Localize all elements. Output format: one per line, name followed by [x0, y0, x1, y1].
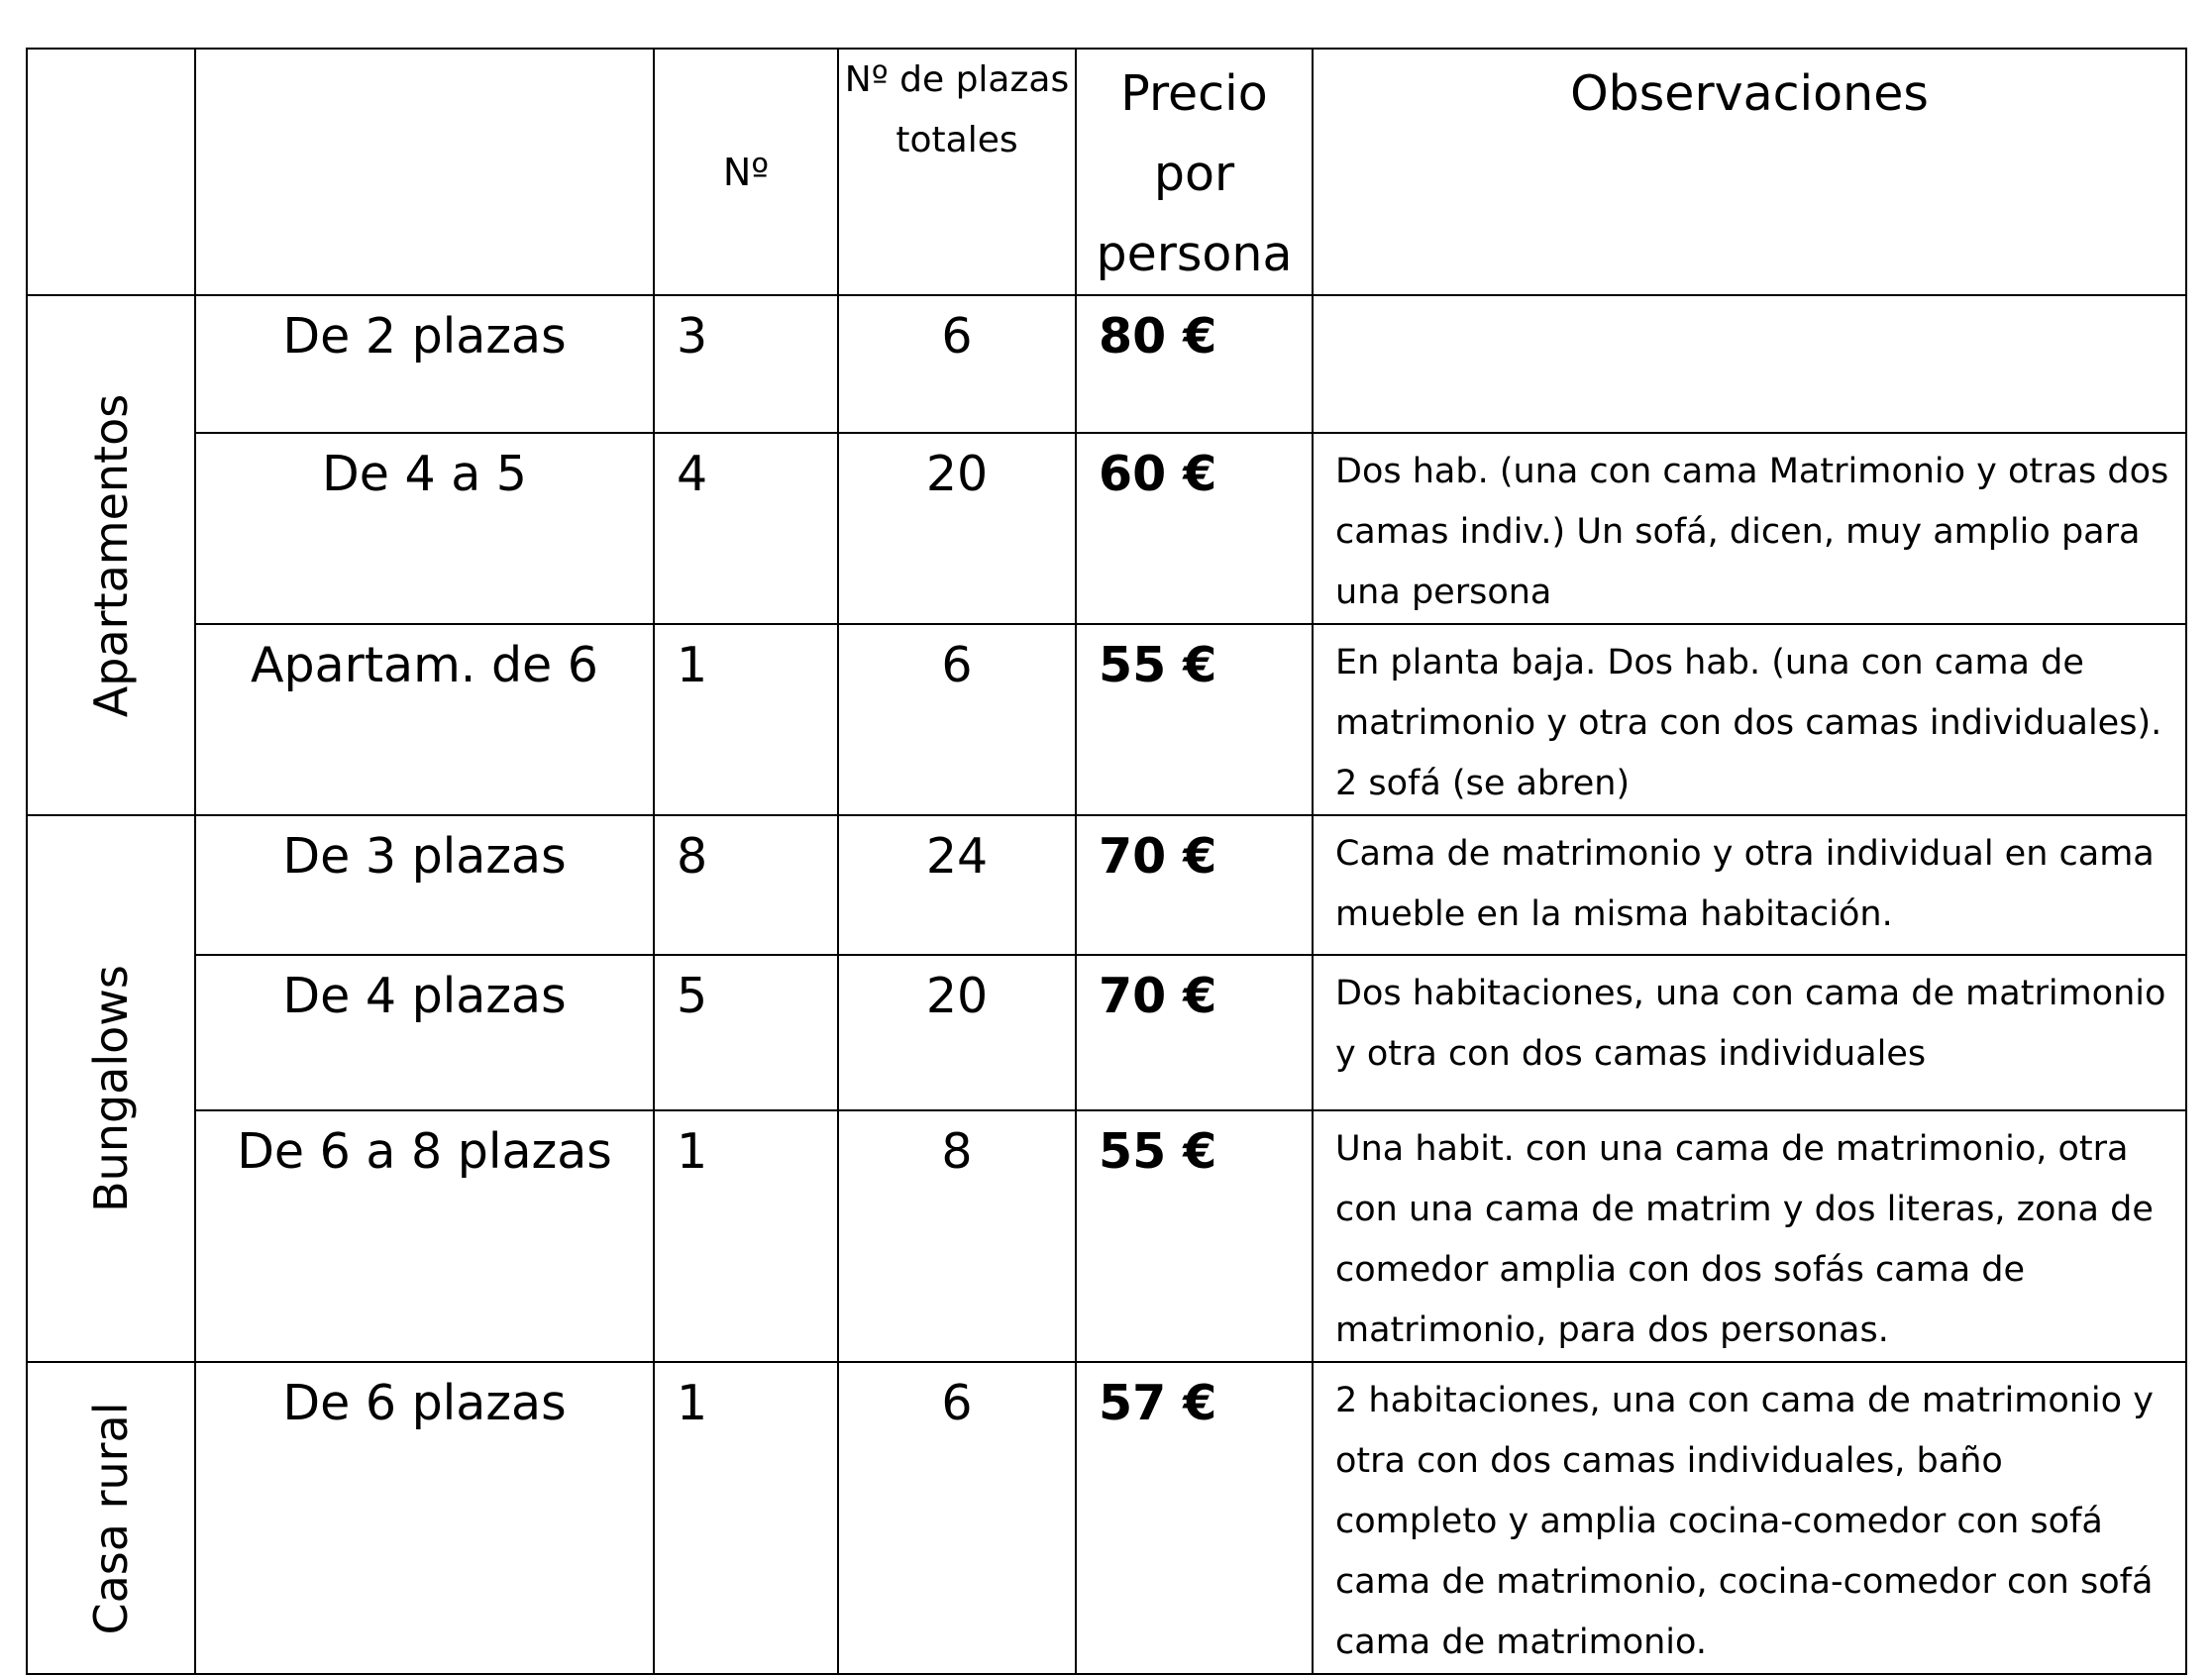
price-per-person: 55 € — [1076, 624, 1313, 815]
header-empty-type — [195, 49, 654, 295]
observations: Dos hab. (una con cama Matrimonio y otras dos camas indiv.) Un sofá, dicen, muy amplio para una persona — [1313, 433, 2186, 624]
accommodation-table — [26, 48, 2187, 1675]
table-row — [27, 815, 2186, 955]
price-per-person: 70 € — [1076, 955, 1313, 1110]
unit-count: 4 — [654, 433, 838, 624]
group-cell-casa-rural — [27, 1362, 195, 1674]
header-count: Nº — [654, 49, 838, 295]
price-per-person: 80 € — [1076, 295, 1313, 433]
table-row — [27, 1110, 2186, 1362]
header-total-places: Nº de plazas totales — [838, 49, 1076, 295]
observations: Cama de matrimonio y otra individual en cama mueble en la misma habitación. — [1313, 815, 2186, 955]
table-row — [27, 433, 2186, 624]
total-places: 24 — [838, 815, 1076, 955]
observations: 2 habitaciones, una con cama de matrimonio y otra con dos camas individuales, baño completo y amplia cocina-comedor con sofá cama de matrimonio, cocina-comedor con sofá cama de matrimonio. — [1313, 1362, 2186, 1674]
header-price: Precio por persona — [1076, 49, 1313, 295]
table-row — [27, 624, 2186, 815]
accommodation-type: De 4 plazas — [195, 955, 654, 1110]
accommodation-type: De 6 a 8 plazas — [195, 1110, 654, 1362]
group-label: Casa rural — [84, 1401, 138, 1635]
observations: Dos habitaciones, una con cama de matrimonio y otra con dos camas individuales — [1313, 955, 2186, 1110]
total-places: 20 — [838, 955, 1076, 1110]
total-places: 6 — [838, 624, 1076, 815]
observations: Una habit. con una cama de matrimonio, otra con una cama de matrim y dos literas, zona de comedor amplia con dos sofás cama de matrimonio, para dos personas. — [1313, 1110, 2186, 1362]
accommodation-type: Apartam. de 6 — [195, 624, 654, 815]
total-places: 20 — [838, 433, 1076, 624]
table-row — [27, 295, 2186, 433]
unit-count: 3 — [654, 295, 838, 433]
header-observations: Observaciones — [1313, 49, 2186, 295]
accommodation-type: De 3 plazas — [195, 815, 654, 955]
price-per-person: 55 € — [1076, 1110, 1313, 1362]
total-places: 6 — [838, 1362, 1076, 1674]
accommodation-type: De 2 plazas — [195, 295, 654, 433]
header-empty-group — [27, 49, 195, 295]
accommodation-table-wrapper — [26, 48, 2185, 1662]
observations — [1313, 295, 2186, 433]
observations: En planta baja. Dos hab. (una con cama de matrimonio y otra con dos camas individuales). 2 sofá (se abren) — [1313, 624, 2186, 815]
table-row — [27, 955, 2186, 1110]
price-per-person: 57 € — [1076, 1362, 1313, 1674]
total-places: 6 — [838, 295, 1076, 433]
header-row — [27, 49, 2186, 295]
accommodation-type: De 4 a 5 — [195, 433, 654, 624]
unit-count: 1 — [654, 1110, 838, 1362]
price-per-person: 60 € — [1076, 433, 1313, 624]
group-label: Bungalows — [84, 965, 138, 1212]
accommodation-type: De 6 plazas — [195, 1362, 654, 1674]
group-cell-apartamentos — [27, 295, 195, 815]
unit-count: 1 — [654, 624, 838, 815]
unit-count: 1 — [654, 1362, 838, 1674]
unit-count: 5 — [654, 955, 838, 1110]
unit-count: 8 — [654, 815, 838, 955]
group-cell-bungalows — [27, 815, 195, 1362]
total-places: 8 — [838, 1110, 1076, 1362]
table-row — [27, 1362, 2186, 1674]
price-per-person: 70 € — [1076, 815, 1313, 955]
group-label: Apartamentos — [84, 393, 138, 717]
